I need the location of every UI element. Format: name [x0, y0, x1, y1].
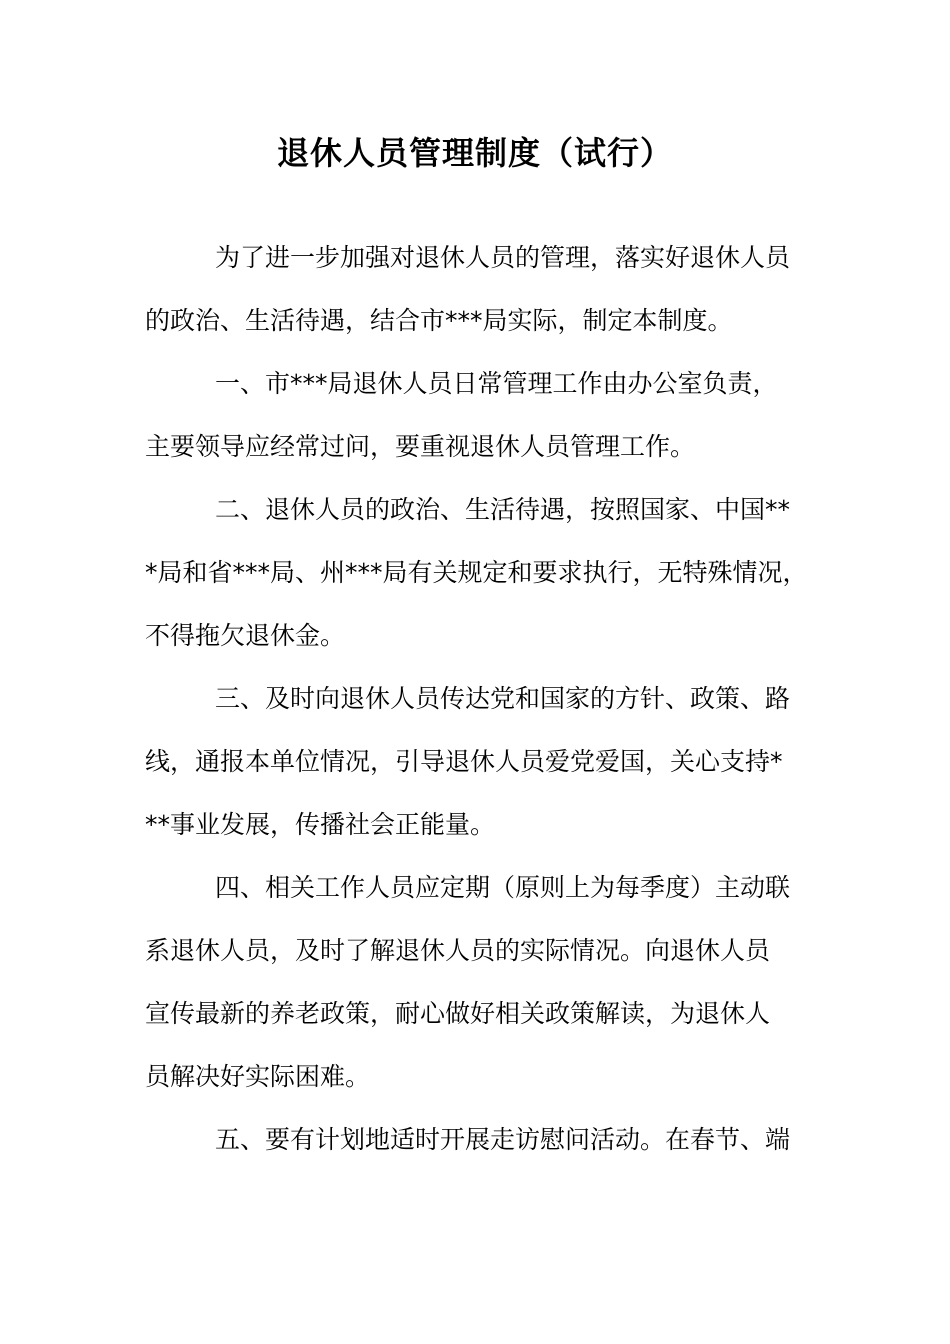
body-line: **事业发展，传播社会正能量。 — [145, 810, 496, 839]
body-line: 的政治、生活待遇，结合市***局实际，制定本制度。 — [145, 306, 733, 335]
document-body — [145, 235, 815, 1180]
body-line: 不得拖欠退休金。 — [145, 621, 346, 650]
body-line: 主要领导应经常过问，要重视退休人员管理工作。 — [145, 432, 696, 461]
body-line: 线，通报本单位情况，引导退休人员爱党爱国，关心支持* — [145, 747, 783, 776]
body-line: 五、要有计划地适时开展走访慰问活动。在春节、端 — [215, 1125, 791, 1154]
body-line: 三、及时向退休人员传达党和国家的方针、政策、路 — [215, 684, 791, 713]
body-line: 员解决好实际困难。 — [145, 1062, 371, 1091]
body-line: 系退休人员，及时了解退休人员的实际情况。向退休人员 — [145, 936, 771, 965]
body-line: 宣传最新的养老政策，耐心做好相关政策解读，为退休人 — [145, 999, 771, 1028]
document-title: 退休人员管理制度（试行） — [276, 134, 673, 172]
body-line: 一、市***局退休人员日常管理工作由办公室负责， — [215, 369, 778, 398]
body-line: 二、退休人员的政治、生活待遇，按照国家、中国** — [215, 495, 791, 524]
body-line: 为了进一步加强对退休人员的管理，落实好退休人员 — [215, 243, 791, 272]
body-line: *局和省***局、州***局有关规定和要求执行，无特殊情况， — [145, 558, 808, 587]
body-line: 四、相关工作人员应定期（原则上为每季度）主动联 — [215, 873, 791, 902]
